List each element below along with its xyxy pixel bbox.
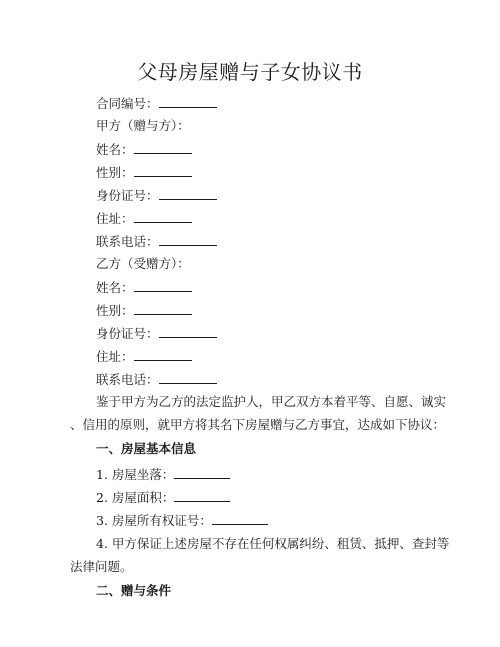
party-b-name-blank xyxy=(134,278,192,292)
item-3-label: 3. 房屋所有权证号： xyxy=(96,513,212,528)
party-b-phone-label: 联系电话： xyxy=(96,372,159,387)
party-a-gender-line xyxy=(96,163,192,182)
party-a-name-line xyxy=(96,140,192,159)
preamble-line-1: 鉴于甲方为乙方的法定监护人，甲乙双方本着平等、自愿、诚实 xyxy=(96,394,447,409)
section-1-item-4-line-2: 法律问题。 xyxy=(70,559,133,574)
section-1-item-1 xyxy=(96,465,230,484)
party-a-heading: 甲方（赠与方）： xyxy=(96,118,190,133)
contract-number-label: 合同编号： xyxy=(96,96,159,111)
item-3-blank xyxy=(212,511,268,525)
party-a-id-line xyxy=(96,186,217,205)
contract-number-blank xyxy=(159,94,217,108)
section-1-item-2 xyxy=(96,488,230,507)
party-a-name-label: 姓名： xyxy=(96,142,134,157)
party-b-gender-label: 性别： xyxy=(96,303,134,318)
party-b-gender-blank xyxy=(134,301,192,315)
party-a-name-blank xyxy=(134,140,192,154)
party-b-id-line xyxy=(96,324,217,343)
section-2-heading: 二、赠与条件 xyxy=(96,583,172,598)
section-1-heading: 一、房屋基本信息 xyxy=(96,441,197,456)
item-1-label: 1. 房屋坐落： xyxy=(96,467,175,482)
party-b-phone-line xyxy=(96,370,217,389)
party-a-phone-label: 联系电话： xyxy=(96,234,159,249)
party-b-address-label: 住址： xyxy=(96,349,134,364)
party-a-phone-line xyxy=(96,232,217,251)
section-1-item-4-line-1: 4. 甲方保证上述房屋不存在任何权属纠纷、租赁、抵押、查封等 xyxy=(96,536,450,551)
item-1-blank xyxy=(174,465,230,479)
party-b-id-label: 身份证号： xyxy=(96,326,159,341)
preamble-line-2: 、信用的原则，就甲方将其名下房屋赠与乙方事宜，达成如下协议： xyxy=(70,417,446,432)
party-b-address-blank xyxy=(134,347,192,361)
party-a-address-line xyxy=(96,209,192,228)
item-2-label: 2. 房屋面积： xyxy=(96,490,175,505)
party-a-gender-blank xyxy=(134,163,192,177)
party-b-id-blank xyxy=(159,324,217,338)
item-2-blank xyxy=(174,488,230,502)
section-1-item-3 xyxy=(96,511,268,530)
document-title: 父母房屋赠与子女协议书 xyxy=(137,60,363,84)
party-b-address-line xyxy=(96,347,192,366)
party-a-id-label: 身份证号： xyxy=(96,188,159,203)
party-a-id-blank xyxy=(159,186,217,200)
party-a-address-label: 住址： xyxy=(96,211,134,226)
party-b-gender-line xyxy=(96,301,192,320)
party-a-phone-blank xyxy=(159,232,217,246)
contract-number-line xyxy=(96,94,217,113)
party-b-name-label: 姓名： xyxy=(96,280,134,295)
party-a-address-blank xyxy=(134,209,192,223)
party-a-gender-label: 性别： xyxy=(96,165,134,180)
party-b-phone-blank xyxy=(159,370,217,384)
party-b-heading: 乙方（受赠方）： xyxy=(96,256,190,271)
party-b-name-line xyxy=(96,278,192,297)
